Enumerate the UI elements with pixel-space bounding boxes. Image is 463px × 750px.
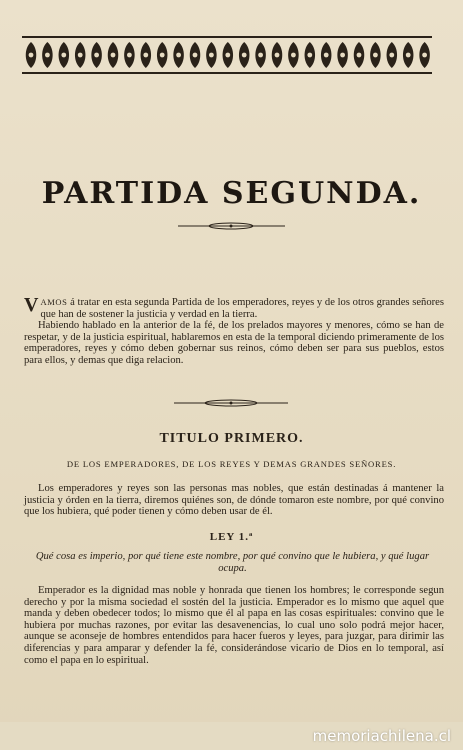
page-title: PARTIDA SEGUNDA. — [41, 176, 422, 211]
ornament-motif — [239, 42, 250, 68]
ornament-motif — [173, 42, 184, 68]
floral-ornament-band-icon — [22, 36, 432, 76]
ornamental-rule-icon — [0, 220, 463, 232]
ornament-motif — [370, 42, 381, 68]
intro-paragraph-1: á tratar en esta segunda Partida de los emperadores, reyes y de los otros grandes señores que han de sostener la justicia y verdad en la tierra. — [40, 297, 444, 320]
ley-summary: Qué cosa es imperio, por qué tiene este nombre, por qué convino que le hubiera, y qué lugar ocupa. — [35, 551, 430, 574]
intro-text — [24, 294, 444, 367]
ornament-motif — [387, 42, 398, 68]
ornament-motif — [255, 42, 266, 68]
ornament-motif — [206, 42, 217, 68]
ornament-motif — [190, 42, 201, 68]
ornament-motif — [59, 42, 70, 68]
ornament-motif — [321, 42, 332, 68]
first-word: AMOS — [40, 297, 68, 307]
titulo-subheading: DE LOS EMPERADORES, DE LOS REYES Y DEMAS GRANDES SEÑORES. — [66, 459, 397, 469]
ornament-motif — [272, 42, 283, 68]
titulo-text — [24, 483, 444, 518]
ornament-motif — [403, 42, 414, 68]
ornament-motif — [141, 42, 152, 68]
ornament-motif — [223, 42, 234, 68]
ornament-motif — [337, 42, 348, 68]
intro-paragraph-2: Habiendo hablado en la anterior de la fé, de los prelados mayores y menores, cómo se han de respetar, y de la justicia espiritual, hablaremos en esta de la temporal diciendo primeramente de los emperadores, reyes y cómo deben gobernar sus reinos, cómo deben ser para sus pueblos, estos para ellos, y demas que diga relacion. — [24, 320, 444, 366]
ornament-motif — [305, 42, 316, 68]
ornament-motif — [419, 42, 430, 68]
titulo-heading: TITULO PRIMERO. — [159, 431, 304, 446]
ornament-motif — [91, 42, 102, 68]
dropcap-letter: V — [24, 294, 39, 316]
ornament-motif — [288, 42, 299, 68]
ley-text — [24, 585, 444, 666]
watermark: memoriachilena.cl — [312, 727, 451, 745]
ornament-motif — [42, 42, 53, 68]
ornament-motif — [75, 42, 86, 68]
ornamental-rule-icon-2 — [0, 397, 463, 409]
ornament-motif — [26, 42, 37, 68]
ornament-motif — [157, 42, 168, 68]
ornament-motif — [108, 42, 119, 68]
ornament-motif — [124, 42, 134, 68]
ornament-motif — [354, 42, 365, 68]
ley-paragraph: Emperador es la dignidad mas noble y honrada que tienen los hombres; le corresponde segun derecho y por la misma sociedad el sostén del la justicia. Emperador es lo mismo que aquel que manda y deben obedecer todos; lo mismo que él al papa en las cosas espirituales: convino que le hubiera por muchas razones, por evitar las desavenencias, lo cual uno solo podrá mejor hacer, aunque se aconseje de hombres entendidos para hacer fueros y leyes, para juzgar, para dirimir las diferencias y para amparar y defender la fé, considerándose vicario de Dios en lo temporal, así como el papa en lo espiritual. — [24, 585, 444, 666]
titulo-paragraph: Los emperadores y reyes son las personas mas nobles, que están destinadas á mantener la justicia y órden en la tierra, diremos quiénes son, de dónde tomaron este nombre, por qué convino que los hubiera, qué poder tienen y cómo deben usar de él. — [24, 483, 444, 518]
ley-heading: LEY 1.ª — [209, 531, 254, 543]
